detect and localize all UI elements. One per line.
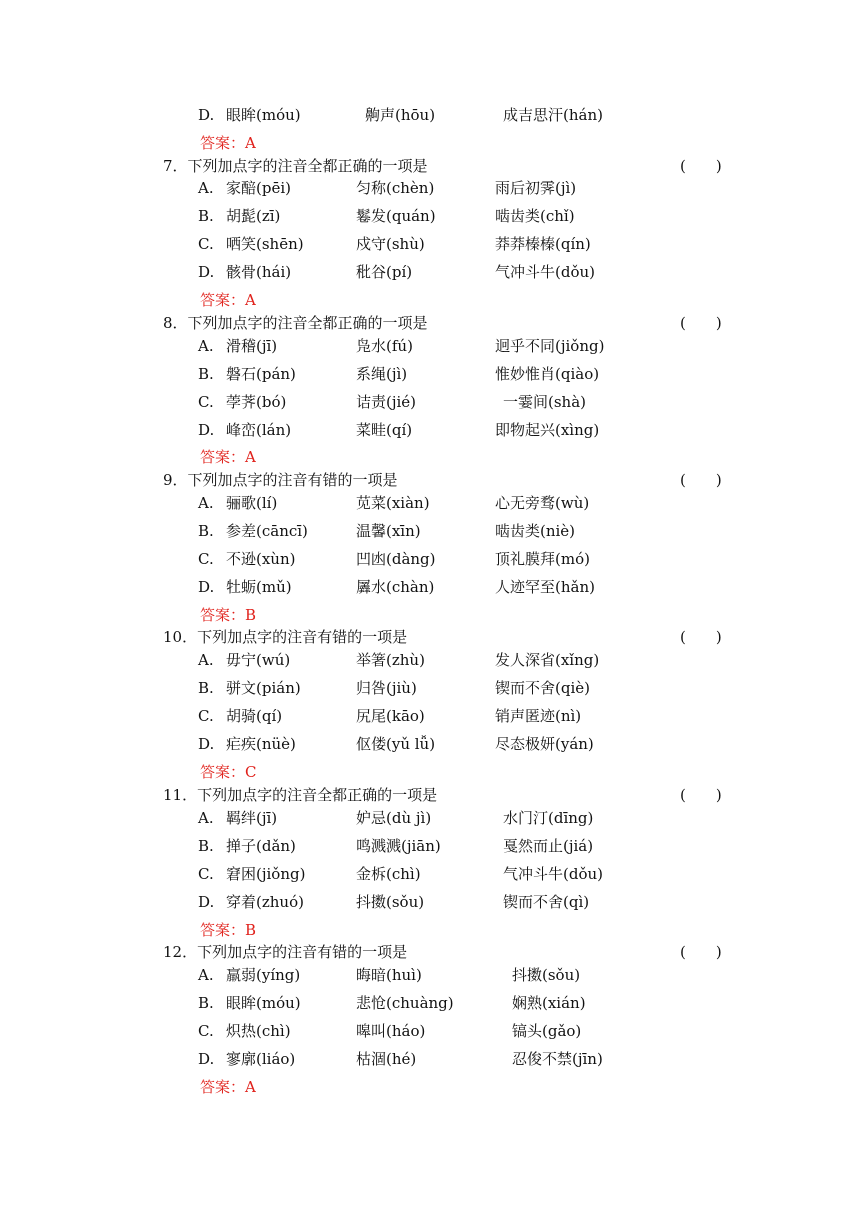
option-letter: D. xyxy=(198,893,215,911)
option-letter: D. xyxy=(198,106,215,124)
option-item: 羼水(chàn) xyxy=(356,578,435,596)
option-item: 一霎间(shà) xyxy=(503,393,587,411)
option-item: 锲而不舍(qiè) xyxy=(495,679,590,697)
option-item: 气冲斗牛(dǒu) xyxy=(503,865,603,883)
option-item: 哂笑(shēn) xyxy=(226,235,304,253)
option-item: 莽莽榛榛(qín) xyxy=(495,235,591,253)
option-item: 眼眸(móu) xyxy=(226,994,301,1012)
question-stem: 7．下列加点字的注音全都正确的一项是 xyxy=(163,157,428,175)
option-item: 胡髭(zī) xyxy=(226,207,281,225)
option-item: 尽态极妍(yán) xyxy=(495,735,594,753)
question-stem: 11．下列加点字的注音全都正确的一项是 xyxy=(163,786,438,804)
option-letter: A. xyxy=(198,809,214,827)
answer-line: 答案：A xyxy=(200,448,256,466)
option-item: 磐石(pán) xyxy=(226,365,296,383)
option-letter: A. xyxy=(198,966,214,984)
answer-line: 答案：B xyxy=(200,921,257,939)
question-stem: 10．下列加点字的注音有错的一项是 xyxy=(163,628,408,646)
option-item: 凫水(fú) xyxy=(356,337,413,355)
option-item: 鬈发(quán) xyxy=(356,207,436,225)
option-item: 气冲斗牛(dǒu) xyxy=(495,263,595,281)
option-item: 掸子(dǎn) xyxy=(226,837,296,855)
option-item: 穿着(zhuó) xyxy=(226,893,304,911)
option-item: 娴熟(xián) xyxy=(512,994,586,1012)
answer-paren: ( ) xyxy=(680,471,722,489)
answer-line: 答案：A xyxy=(200,291,256,309)
option-item: 疟疾(nüè) xyxy=(226,735,296,753)
option-letter: A. xyxy=(198,179,214,197)
answer-paren: ( ) xyxy=(680,943,722,961)
option-letter: C. xyxy=(198,865,214,883)
option-letter: A. xyxy=(198,651,214,669)
question-stem: 12．下列加点字的注音有错的一项是 xyxy=(163,943,408,961)
option-item: 骊歌(lí) xyxy=(226,494,278,512)
option-letter: B. xyxy=(198,522,214,540)
option-item: 妒忌(dù jì) xyxy=(356,809,432,827)
option-letter: B. xyxy=(198,207,214,225)
option-item: 戛然而止(jiá) xyxy=(503,837,594,855)
option-item: 抖擞(sǒu) xyxy=(512,966,581,984)
option-item: 戍守(shù) xyxy=(356,235,425,253)
option-letter: D. xyxy=(198,578,215,596)
option-item: 胡骑(qí) xyxy=(226,707,283,725)
option-letter: C. xyxy=(198,1022,214,1040)
option-item: 惟妙惟肖(qiào) xyxy=(495,365,600,383)
answer-paren: ( ) xyxy=(680,628,722,646)
option-item: 荸荠(bó) xyxy=(226,393,287,411)
answer-line: 答案：C xyxy=(200,763,257,781)
answer-line: 答案：A xyxy=(200,1078,256,1096)
option-item: 诘责(jié) xyxy=(356,393,417,411)
option-letter: B. xyxy=(198,365,214,383)
option-item: 峰峦(lán) xyxy=(226,421,292,439)
option-item: 菜畦(qí) xyxy=(356,421,413,439)
option-item: 骸骨(hái) xyxy=(226,263,292,281)
option-item: 水门汀(dīng) xyxy=(503,809,594,827)
option-item: 镐头(gǎo) xyxy=(512,1022,582,1040)
answer-paren: ( ) xyxy=(680,157,722,175)
option-letter: A. xyxy=(198,337,214,355)
option-item: 发人深省(xǐng) xyxy=(495,651,600,669)
option-item: 顶礼膜拜(mó) xyxy=(495,550,590,568)
option-item: 滑稽(jī) xyxy=(226,337,278,355)
option-item: 凹凼(dàng) xyxy=(356,550,436,568)
option-letter: A. xyxy=(198,494,214,512)
answer-line: 答案：A xyxy=(200,134,256,152)
option-item: 系绳(jì) xyxy=(356,365,408,383)
answer-paren: ( ) xyxy=(680,786,722,804)
option-letter: D. xyxy=(198,263,215,281)
option-item: 鸣溅溅(jiān) xyxy=(356,837,441,855)
option-item: 不逊(xùn) xyxy=(226,550,296,568)
option-item: 家醅(pēi) xyxy=(226,179,291,197)
option-letter: B. xyxy=(198,994,214,1012)
option-item: 锲而不舍(qì) xyxy=(503,893,590,911)
option-item: 枯涸(hé) xyxy=(356,1050,417,1068)
option-item: 啮齿类(chǐ) xyxy=(495,207,575,225)
option-item: 嗥叫(háo) xyxy=(356,1022,426,1040)
option-item: 炽热(chì) xyxy=(226,1022,291,1040)
option-item: 骈文(pián) xyxy=(226,679,301,697)
option-item: 心无旁骛(wù) xyxy=(495,494,590,512)
option-letter: C. xyxy=(198,550,214,568)
option-item: 寥廓(liáo) xyxy=(226,1050,296,1068)
option-item: 悲怆(chuàng) xyxy=(356,994,454,1012)
option-item: 啮齿类(niè) xyxy=(495,522,576,540)
option-item: 即物起兴(xìng) xyxy=(495,421,600,439)
option-item: 销声匿迹(nì) xyxy=(495,707,582,725)
option-item: 眼眸(móu) xyxy=(226,106,301,124)
option-item: 归咎(jiù) xyxy=(356,679,417,697)
option-letter: B. xyxy=(198,837,214,855)
option-item: 雨后初霁(jì) xyxy=(495,179,577,197)
answer-paren: ( ) xyxy=(680,314,722,332)
option-item: 晦暗(huì) xyxy=(356,966,422,984)
option-item: 抖擞(sǒu) xyxy=(356,893,425,911)
option-item: 迥乎不同(jiǒng) xyxy=(495,337,605,355)
option-item: 伛偻(yǔ lǚ) xyxy=(356,735,436,753)
option-letter: C. xyxy=(198,393,214,411)
option-item: 温馨(xīn) xyxy=(356,522,421,540)
option-letter: C. xyxy=(198,235,214,253)
option-item: 羁绊(jī) xyxy=(226,809,278,827)
option-item: 苋菜(xiàn) xyxy=(356,494,430,512)
option-item: 匀称(chèn) xyxy=(356,179,435,197)
option-item: 忍俊不禁(jīn) xyxy=(512,1050,603,1068)
option-item: 齁声(hōu) xyxy=(365,106,436,124)
question-stem: 8．下列加点字的注音全都正确的一项是 xyxy=(163,314,428,332)
option-letter: D. xyxy=(198,1050,215,1068)
option-letter: C. xyxy=(198,707,214,725)
option-item: 成吉思汗(hán) xyxy=(503,106,603,124)
option-item: 毋宁(wú) xyxy=(226,651,291,669)
option-item: 秕谷(pí) xyxy=(356,263,413,281)
option-item: 尻尾(kāo) xyxy=(356,707,425,725)
option-item: 牡蛎(mǔ) xyxy=(226,578,292,596)
option-letter: D. xyxy=(198,421,215,439)
option-item: 羸弱(yíng) xyxy=(226,966,301,984)
answer-line: 答案：B xyxy=(200,606,257,624)
option-letter: D. xyxy=(198,735,215,753)
option-item: 参差(cāncī) xyxy=(226,522,308,540)
option-item: 窘困(jiǒng) xyxy=(226,865,306,883)
option-letter: B. xyxy=(198,679,214,697)
option-item: 人迹罕至(hǎn) xyxy=(495,578,595,596)
option-item: 金柝(chì) xyxy=(356,865,421,883)
option-item: 举箸(zhù) xyxy=(356,651,425,669)
question-stem: 9．下列加点字的注音有错的一项是 xyxy=(163,471,398,489)
